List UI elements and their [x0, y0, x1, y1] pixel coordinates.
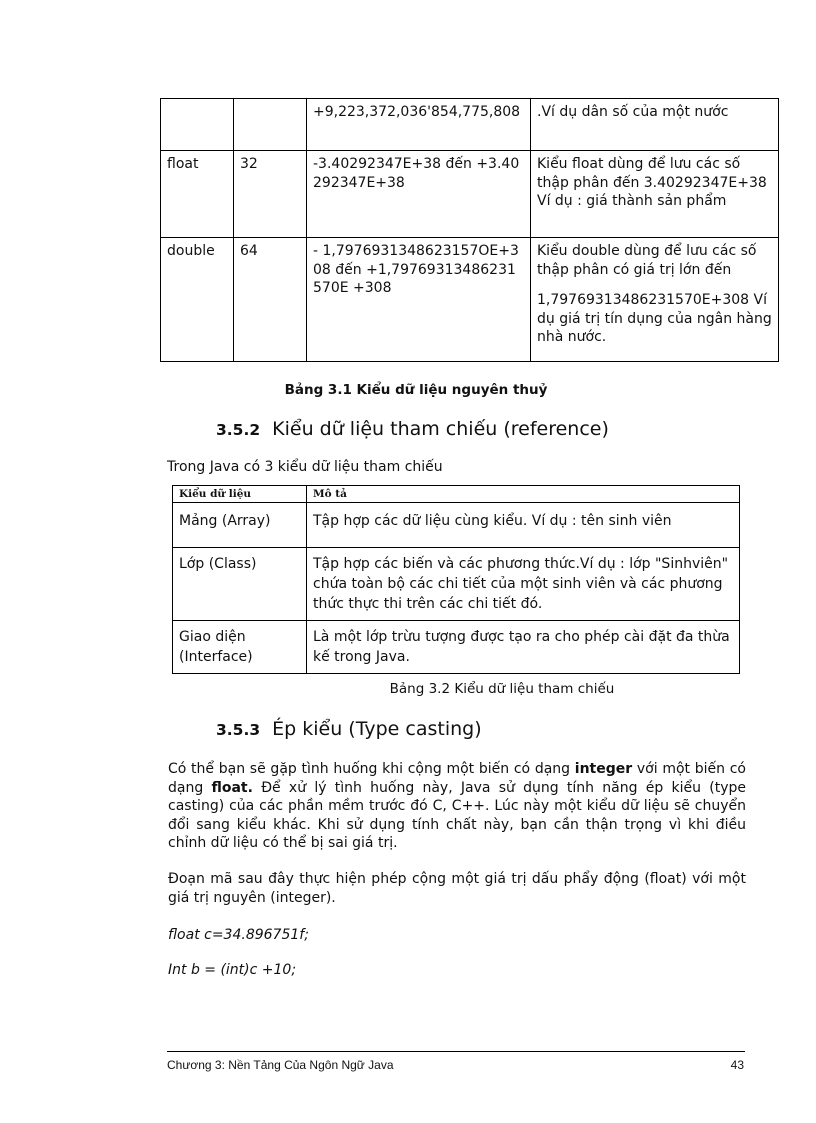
table-cell: .Ví dụ dân số của một nước [531, 99, 779, 151]
table-cell [234, 99, 307, 151]
section-title: Kiểu dữ liệu tham chiếu (reference) [272, 418, 609, 440]
table-row [161, 238, 779, 362]
cell-text: Kiểu double dùng để lưu các số thập phân có giá trị lớn đến [537, 243, 757, 278]
table-row [173, 503, 740, 548]
code-line: float c=34.896751f; [168, 927, 309, 943]
table-cell: -3.40292347E+38 đến +3.40292347E+38 [307, 151, 531, 238]
section-heading [216, 418, 609, 440]
table-caption: Bảng 3.1 Kiểu dữ liệu nguyên thuỷ [284, 382, 548, 398]
table-cell: double [161, 238, 234, 362]
table-cell: Lớp (Class) [173, 548, 307, 621]
text-run: Có thể bạn sẽ gặp tình huống khi cộng một biến có dạng [168, 761, 575, 777]
column-header: Kiểu dữ liệu [173, 486, 307, 503]
bold-term: float. [211, 779, 253, 796]
section-heading [216, 718, 482, 740]
table-cell [531, 238, 779, 362]
table-row [161, 151, 779, 238]
table-cell: 32 [234, 151, 307, 238]
table-caption: Bảng 3.2 Kiểu dữ liệu tham chiếu [389, 681, 615, 697]
table-cell [307, 238, 531, 362]
section-number: 3.5.3 [216, 721, 261, 739]
table-row [173, 548, 740, 621]
table-header-row [173, 486, 740, 503]
text-run: Để xử lý tình huống này, Java sử dụng tính năng ép kiểu (type casting) của các phần mềm trước đó C, C++. Lúc này một kiểu dữ liệu sẽ chuyển đổi sang kiểu khác. Khi sử dụng tính chất này, bạn cần thận trọng vì khi điều chỉnh dữ liệu có thể bị sai giá trị. [168, 779, 746, 851]
cell-text: 1,79769313486231570E+308 Ví dụ giá trị tín dụng của ngân hàng nhà nước. [537, 292, 772, 345]
page-number: 43 [730, 1058, 744, 1072]
table-cell [161, 99, 234, 151]
section-number: 3.5.2 [216, 421, 261, 439]
code-line: Int b = (int)c +10; [168, 962, 297, 978]
primitive-types-table [160, 98, 779, 362]
footer-divider [167, 1051, 745, 1052]
table-cell: +9,223,372,036'854,775,808 [307, 99, 531, 151]
table-cell: Giao diện (Interface) [173, 621, 307, 674]
table-row [173, 621, 740, 674]
reference-types-table [172, 485, 740, 674]
column-header: Mô tả [307, 486, 740, 503]
cell-text: - 1,7976931348623157OE+308 đến +1,79769313486231570E +308 [313, 243, 519, 296]
table-cell: Là một lớp trừu tượng được tạo ra cho phép cài đặt đa thừa kế trong Java. [307, 621, 740, 674]
table-cell: Tập hợp các biến và các phương thức.Ví dụ : lớp "Sinhviên" chứa toàn bộ các chi tiết của một sinh viên và các phương thức thực thi trên các chi tiết đó. [307, 548, 740, 621]
table-cell: 64 [234, 238, 307, 362]
footer-chapter: Chương 3: Nền Tảng Của Ngôn Ngữ Java [167, 1058, 394, 1072]
section-title: Ép kiểu (Type casting) [272, 718, 482, 740]
table-cell: float [161, 151, 234, 238]
paragraph: Trong Java có 3 kiểu dữ liệu tham chiếu [167, 459, 443, 475]
bold-term: integer [574, 761, 633, 777]
table-cell: Kiểu float dùng để lưu các số thập phân đến 3.40292347E+38 Ví dụ : giá thành sản phẩm [531, 151, 779, 238]
paragraph [168, 760, 746, 853]
table-cell: Tập hợp các dữ liệu cùng kiểu. Ví dụ : tên sinh viên [307, 503, 740, 548]
text-run: với một biến có dạng [168, 761, 746, 796]
table-row [161, 99, 779, 151]
table-cell: Mảng (Array) [173, 503, 307, 548]
paragraph: Đoạn mã sau đây thực hiện phép cộng một giá trị dấu phẩy động (float) với một giá trị nguyên (integer). [168, 871, 746, 906]
